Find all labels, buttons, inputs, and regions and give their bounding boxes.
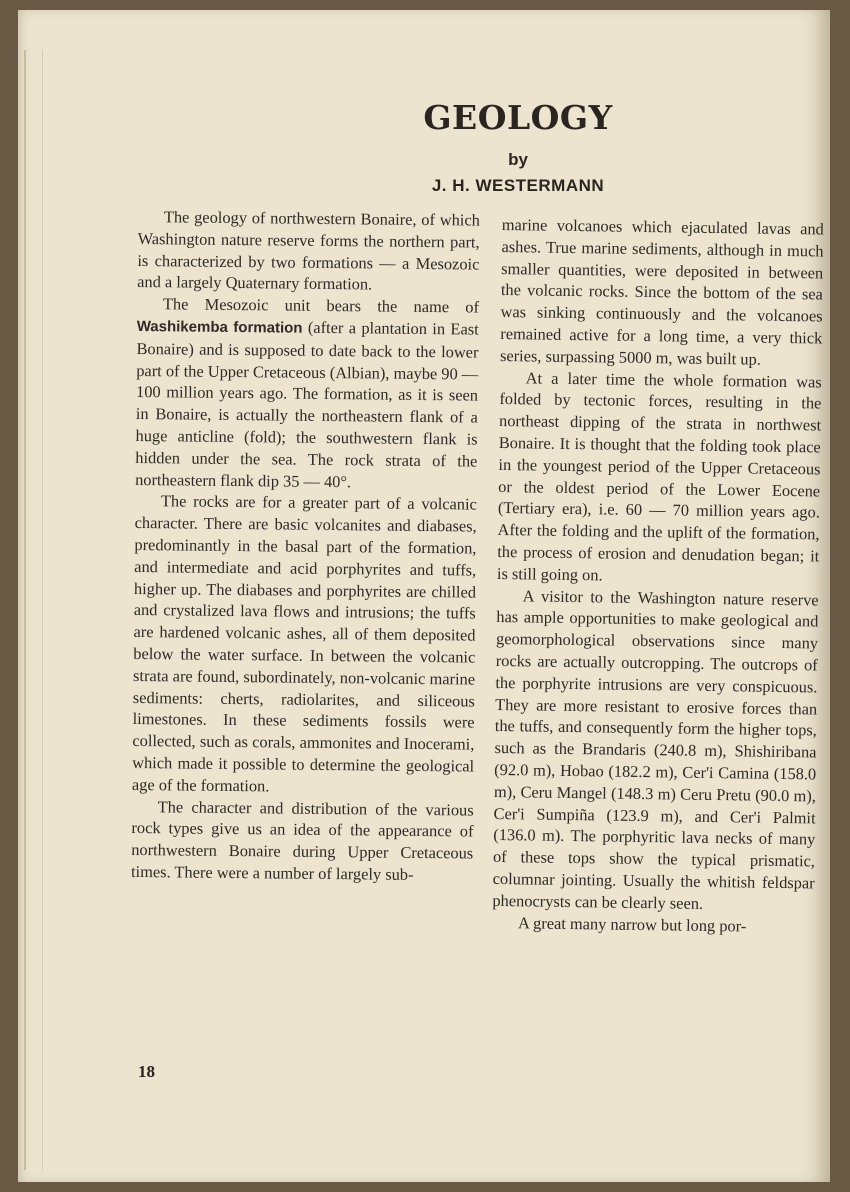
paragraph-text: The Mesozoic unit bears the name of — [162, 294, 480, 317]
paragraph: At a later time the whole formation was folded by tectonic forces, resulting in the northeast dipping of the strata in northwest Bonaire. It is thought that the folding took place in the youngest period of the Upper Cretaceous or the oldest period of the Lower Eocene (Tertiary era), i.e. 60 — 70 million years ago. After the folding and the uplift of the formation, the process of erosion and denudation began; it is still going on. — [496, 367, 822, 585]
paragraph-text: (after a plantation in East Bonaire) and is supposed to date back to the lower part of the Upper Cretaceous (Albian), maybe 90 — 100 million years ago. The formation, as it is seen in Bonaire, is actually the northeastern flank of a huge anticline (fold); the southwestern flank is hidden under the sea. The rock strata of the northeastern flank dip 35 — 40°. — [135, 317, 479, 491]
paragraph: A visitor to the Washington nature reserve has ample opportunities to make geological and geomorphological observations since many rocks are actually outcropping. The outcrops of the porphyrite intrusions are very conspicuous. They are more resistant to erosive forces than the tuffs, and consequently form the higher tops, such as the Brandaris (240.8 m), Shishiribana (92.0 m), Hobao (182.2 m), Cer'i Camina (158.0 m), Ceru Mangel (148.3 m) Ceru Pretu (90.0 m), Cer'i Sumpiña (123.9 m), and Cer'i Palmit (136.0 m). The porphyritic lava necks of many of these tops show the typical prismatic, columnar jointing. Usually the whitish feldspar phenocrysts can be clearly seen. — [492, 585, 819, 913]
page-edges — [24, 50, 43, 1170]
book-page — [18, 10, 830, 1182]
paragraph: marine volcanoes which ejaculated lavas and ashes. True marine sediments, although in much smaller quantities, were deposited in between the volcanic rocks. Since the bottom of the sea was sinking continuously and the volcanoes remained active for a long time, a very thick series, surpassing 5000 m, was built up. — [499, 214, 824, 369]
left-column — [131, 206, 480, 886]
right-column — [492, 214, 824, 938]
paragraph: The rocks are for a greater part of a volcanic character. There are basic volcanites and diabases, predominantly in the basal part of the formation, and intermediate and acid porphyrites and tuffs, higher up. The diabases and porphyrites are chilled and crystalized lava flows and intrusions; the tuffs are hardened volcanic ashes, all of them deposited below the water surface. In between the volcanic strata are found, subordinately, non-volcanic marine sediments: cherts, radiolarites, and siliceous limestones. In these sediments fossils were collected, such as corals, ammonites and Inocerami, which made it possible to determine the geological age of the formation. — [131, 491, 477, 796]
paragraph: A great many narrow but long por- — [517, 912, 747, 935]
byline-by: by — [508, 150, 528, 169]
paragraph: The character and distribution of the various rock types give us an idea of the appearance of northwestern Bonaire during Upper Cretaceous times. There were a number of largely sub- — [130, 796, 474, 884]
formation-term: Washikemba formation — [136, 317, 303, 337]
article-title: GEOLOGY — [423, 98, 613, 137]
page-number: 18 — [138, 1062, 155, 1081]
paragraph — [135, 293, 479, 494]
paragraph: The geology of northwestern Bonaire, of which Washington nature reserve forms the northern part, is characterized by two formations — a Mesozoic and a largely Quaternary formation. — [137, 207, 480, 294]
article-author: J. H. WESTERMANN — [431, 176, 605, 195]
